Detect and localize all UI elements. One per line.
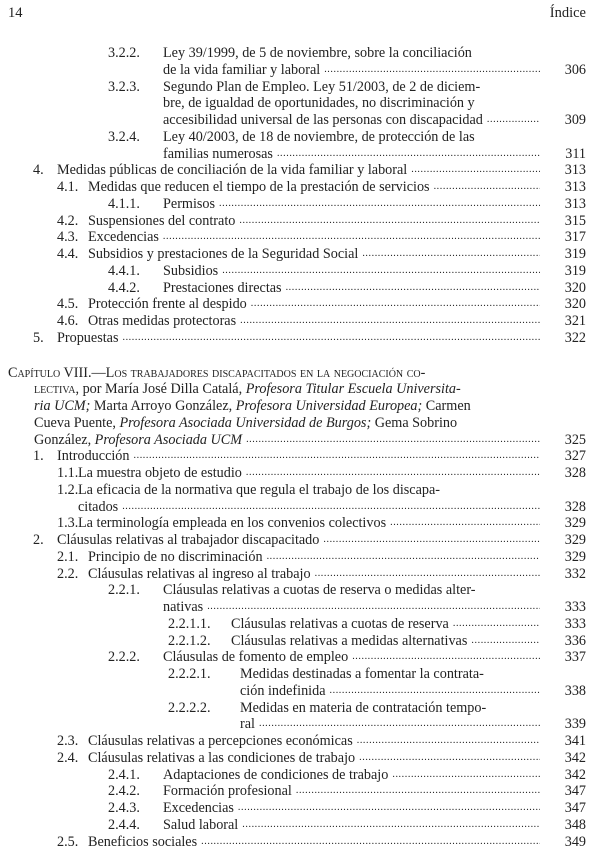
entry-text bbox=[163, 800, 540, 817]
toc-entry[interactable] bbox=[0, 767, 600, 784]
entry-text bbox=[88, 229, 540, 246]
toc-entry[interactable] bbox=[0, 566, 600, 583]
entry-title: bre, de igualdad de oportunidades, no discriminación y bbox=[163, 95, 475, 112]
toc-line bbox=[0, 146, 600, 163]
entry-title: Medidas destinadas a fomentar la contrata- bbox=[240, 666, 484, 683]
entry-number: 2.2.2.1. bbox=[168, 666, 211, 683]
title-segment: Cueva Puente, bbox=[34, 415, 120, 431]
entry-number: 4.3. bbox=[57, 229, 78, 246]
entry-text bbox=[78, 515, 540, 532]
entry-text bbox=[163, 263, 540, 280]
toc-line bbox=[0, 365, 600, 382]
toc-line bbox=[0, 616, 600, 633]
entry-page-number: 329 bbox=[565, 532, 586, 549]
toc-line bbox=[0, 834, 600, 850]
dot-leader bbox=[242, 817, 540, 834]
dot-leader bbox=[219, 196, 540, 213]
entry-page-number: 320 bbox=[565, 280, 586, 297]
entry-title: Subsidios y prestaciones de la Seguridad Social bbox=[88, 246, 358, 263]
running-title: Índice bbox=[550, 5, 586, 22]
dot-leader bbox=[238, 800, 540, 817]
section-gap bbox=[0, 347, 600, 365]
entry-title: Segundo Plan de Empleo. Ley 51/2003, de 2 de diciem- bbox=[163, 79, 480, 96]
toc-line bbox=[0, 330, 600, 347]
toc-line bbox=[0, 246, 600, 263]
title-segment: Profesora Asociada Universidad de Burgos; bbox=[120, 415, 372, 431]
entry-number: 4.1. bbox=[57, 179, 78, 196]
toc-line bbox=[0, 649, 600, 666]
entry-text bbox=[34, 398, 542, 415]
toc-line bbox=[0, 381, 600, 398]
entry-number: 1.1. bbox=[57, 465, 78, 482]
entry-text bbox=[88, 549, 540, 566]
toc-line bbox=[0, 783, 600, 800]
entry-title: Introducción bbox=[57, 448, 130, 465]
entry-title bbox=[34, 415, 457, 432]
title-segment: Marta Arroyo González, bbox=[90, 398, 235, 414]
dot-leader bbox=[134, 448, 541, 465]
title-segment: González, bbox=[34, 432, 95, 448]
toc-line bbox=[0, 549, 600, 566]
entry-title: nativas bbox=[163, 599, 203, 616]
toc-line bbox=[0, 229, 600, 246]
toc-entry[interactable] bbox=[0, 515, 600, 532]
title-segment: Profesora Titular Escuela Universita- bbox=[246, 381, 461, 397]
toc-entry[interactable] bbox=[0, 330, 600, 347]
entry-title: Permisos bbox=[163, 196, 215, 213]
entry-text bbox=[163, 79, 542, 96]
entry-text bbox=[34, 415, 542, 432]
title-segment: Profesora Asociada UCM bbox=[95, 432, 242, 448]
entry-title bbox=[34, 398, 471, 415]
entry-number: 4.5. bbox=[57, 296, 78, 313]
entry-title: Suspensiones del contrato bbox=[88, 213, 235, 230]
entry-page-number: 333 bbox=[565, 599, 586, 616]
title-segment: Carmen bbox=[422, 398, 470, 414]
toc-entry[interactable] bbox=[0, 196, 600, 213]
entry-text bbox=[78, 482, 542, 499]
entry-title: Cláusulas relativas a percepciones económicas bbox=[88, 733, 353, 750]
entry-title: Cláusulas relativas a las condiciones de trabajo bbox=[88, 750, 355, 767]
entry-title: ral bbox=[240, 716, 255, 733]
entry-text bbox=[88, 313, 540, 330]
title-segment: Profesora Universidad Europea; bbox=[236, 398, 423, 414]
entry-title: familias numerosas bbox=[163, 146, 273, 163]
toc-line bbox=[0, 733, 600, 750]
dot-leader bbox=[362, 246, 540, 263]
toc-line bbox=[0, 280, 600, 297]
page-number: 14 bbox=[8, 5, 23, 22]
entry-number: 5. bbox=[33, 330, 44, 347]
toc-line bbox=[0, 499, 600, 516]
entry-number: 2. bbox=[33, 532, 44, 549]
toc-line bbox=[0, 79, 600, 96]
dot-leader bbox=[201, 834, 540, 850]
dot-leader bbox=[352, 649, 540, 666]
entry-text bbox=[34, 381, 542, 398]
dot-leader bbox=[163, 229, 540, 246]
entry-number: 2.2. bbox=[57, 566, 78, 583]
toc-line bbox=[0, 800, 600, 817]
entry-text bbox=[163, 280, 540, 297]
entry-number: 4.1.1. bbox=[108, 196, 140, 213]
entry-number: 2.2.1.2. bbox=[168, 633, 211, 650]
entry-text bbox=[231, 633, 540, 650]
toc-entry[interactable] bbox=[0, 549, 600, 566]
entry-title: Propuestas bbox=[57, 330, 118, 347]
toc-entry[interactable] bbox=[0, 313, 600, 330]
entry-title: Medidas públicas de conciliación de la vida familiar y laboral bbox=[57, 162, 407, 179]
entry-page-number: 311 bbox=[565, 146, 586, 163]
dot-leader bbox=[207, 599, 540, 616]
entry-text bbox=[78, 465, 540, 482]
entry-text bbox=[78, 499, 540, 516]
entry-number: 3.2.3. bbox=[108, 79, 140, 96]
dot-leader bbox=[240, 313, 540, 330]
title-segment: , por María José Dilla Catalá, bbox=[75, 381, 245, 397]
title-segment: ria UCM; bbox=[34, 398, 90, 414]
toc-entry[interactable] bbox=[0, 162, 600, 179]
dot-leader bbox=[359, 750, 540, 767]
entry-page-number: 338 bbox=[565, 683, 586, 700]
entry-number: 2.4.2. bbox=[108, 783, 140, 800]
dot-leader bbox=[267, 549, 540, 566]
entry-title: Principio de no discriminación bbox=[88, 549, 263, 566]
entry-page-number: 347 bbox=[565, 783, 586, 800]
dot-leader bbox=[122, 330, 540, 347]
entry-text bbox=[88, 246, 540, 263]
entry-title: La terminología empleada en los convenios colectivos bbox=[78, 515, 386, 532]
toc-line bbox=[0, 62, 600, 79]
entry-number: 1.3. bbox=[57, 515, 78, 532]
toc-line bbox=[0, 716, 600, 733]
entry-text bbox=[163, 129, 542, 146]
dot-leader bbox=[324, 62, 540, 79]
entry-title: Ley 40/2003, de 18 de noviembre, de protección de las bbox=[163, 129, 475, 146]
entry-page-number: 313 bbox=[565, 196, 586, 213]
entry-number: 2.2.1. bbox=[108, 582, 140, 599]
entry-page-number: 349 bbox=[565, 834, 586, 850]
entry-page-number: 322 bbox=[565, 330, 586, 347]
toc-entry[interactable] bbox=[0, 229, 600, 246]
entry-text bbox=[88, 296, 540, 313]
entry-text bbox=[88, 834, 540, 850]
entry-title: Subsidios bbox=[163, 263, 218, 280]
toc-line bbox=[0, 179, 600, 196]
entry-number: 2.4.4. bbox=[108, 817, 140, 834]
toc-entry[interactable] bbox=[0, 263, 600, 280]
entry-number: 2.2.2. bbox=[108, 649, 140, 666]
entry-page-number: 332 bbox=[565, 566, 586, 583]
entry-page-number: 321 bbox=[565, 313, 586, 330]
toc-line bbox=[0, 599, 600, 616]
entry-text bbox=[240, 666, 542, 683]
dot-leader bbox=[330, 683, 541, 700]
entry-text bbox=[240, 683, 540, 700]
toc-line bbox=[0, 700, 600, 717]
toc-entry[interactable] bbox=[0, 834, 600, 850]
dot-leader bbox=[246, 432, 540, 449]
dot-leader bbox=[392, 767, 540, 784]
entry-title: La muestra objeto de estudio bbox=[78, 465, 242, 482]
dot-leader bbox=[259, 716, 540, 733]
entry-number: 2.2.2.2. bbox=[168, 700, 211, 717]
toc-line bbox=[0, 817, 600, 834]
entry-page-number: 309 bbox=[565, 112, 586, 129]
entry-text bbox=[88, 179, 540, 196]
entry-page-number: 320 bbox=[565, 296, 586, 313]
entry-text bbox=[163, 649, 540, 666]
toc-line bbox=[0, 532, 600, 549]
entry-text bbox=[163, 582, 542, 599]
toc-entry[interactable] bbox=[0, 296, 600, 313]
entry-page-number: 313 bbox=[565, 179, 586, 196]
entry-page-number: 342 bbox=[565, 767, 586, 784]
toc-line bbox=[0, 666, 600, 683]
dot-leader bbox=[315, 566, 540, 583]
toc-entry[interactable] bbox=[0, 733, 600, 750]
entry-number: 4. bbox=[33, 162, 44, 179]
entry-text bbox=[163, 62, 540, 79]
dot-leader bbox=[453, 616, 540, 633]
entry-text bbox=[57, 162, 540, 179]
dot-leader bbox=[277, 146, 540, 163]
entry-page-number: 329 bbox=[565, 515, 586, 532]
toc-line bbox=[0, 465, 600, 482]
title-segment: Gema Sobrino bbox=[371, 415, 457, 431]
entry-page-number: 313 bbox=[565, 162, 586, 179]
entry-text bbox=[163, 767, 540, 784]
entry-title: citados bbox=[78, 499, 118, 516]
entry-page-number: 319 bbox=[565, 263, 586, 280]
entry-number: 1. bbox=[33, 448, 44, 465]
toc-entry[interactable] bbox=[0, 666, 600, 700]
toc-entry[interactable] bbox=[0, 79, 600, 129]
dot-leader bbox=[323, 532, 540, 549]
entry-title: Beneficios sociales bbox=[88, 834, 197, 850]
entry-text bbox=[163, 817, 540, 834]
toc-line bbox=[0, 213, 600, 230]
entry-number: 2.4.1. bbox=[108, 767, 140, 784]
entry-number: 3.2.2. bbox=[108, 45, 140, 62]
table-of-contents bbox=[0, 45, 600, 850]
entry-title: Protección frente al despido bbox=[88, 296, 247, 313]
entry-text bbox=[163, 112, 540, 129]
toc-entry[interactable] bbox=[0, 817, 600, 834]
entry-number: 1.2. bbox=[57, 482, 78, 499]
dot-leader bbox=[390, 515, 540, 532]
entry-text bbox=[163, 45, 542, 62]
entry-text bbox=[57, 448, 540, 465]
toc-entry[interactable] bbox=[0, 649, 600, 666]
toc-entry[interactable] bbox=[0, 129, 600, 163]
chapter-entry[interactable] bbox=[0, 365, 600, 449]
entry-title: Medidas en materia de contratación tempo- bbox=[240, 700, 486, 717]
entry-text bbox=[163, 783, 540, 800]
entry-title: Cláusulas de fomento de empleo bbox=[163, 649, 348, 666]
entry-page-number: 348 bbox=[565, 817, 586, 834]
toc-entry[interactable] bbox=[0, 800, 600, 817]
toc-line bbox=[0, 95, 600, 112]
entry-number: 4.4. bbox=[57, 246, 78, 263]
toc-entry[interactable] bbox=[0, 482, 600, 516]
toc-line bbox=[0, 432, 600, 449]
title-segment: lectiva bbox=[34, 381, 75, 397]
toc-line bbox=[0, 415, 600, 432]
entry-page-number: 341 bbox=[565, 733, 586, 750]
toc-entry[interactable] bbox=[0, 246, 600, 263]
toc-line bbox=[0, 482, 600, 499]
dot-leader bbox=[471, 633, 540, 650]
dot-leader bbox=[122, 499, 540, 516]
toc-entry[interactable] bbox=[0, 750, 600, 767]
entry-page-number: 347 bbox=[565, 800, 586, 817]
toc-entry[interactable] bbox=[0, 616, 600, 633]
dot-leader bbox=[357, 733, 540, 750]
title-segment: Capítulo VIII.—Los trabajadores discapacitados en la negociación co- bbox=[8, 365, 425, 381]
entry-text bbox=[57, 330, 540, 347]
entry-number: 2.1. bbox=[57, 549, 78, 566]
entry-number: 2.2.1.1. bbox=[168, 616, 211, 633]
entry-title: Ley 39/1999, de 5 de noviembre, sobre la conciliación bbox=[163, 45, 472, 62]
toc-line bbox=[0, 515, 600, 532]
entry-page-number: 337 bbox=[565, 649, 586, 666]
entry-title: Salud laboral bbox=[163, 817, 238, 834]
entry-text bbox=[88, 566, 540, 583]
entry-title bbox=[8, 365, 425, 382]
entry-text bbox=[88, 733, 540, 750]
toc-line bbox=[0, 750, 600, 767]
toc-line bbox=[0, 129, 600, 146]
entry-title: Medidas que reducen el tiempo de la prestación de servicios bbox=[88, 179, 430, 196]
entry-text bbox=[240, 716, 540, 733]
entry-page-number: 306 bbox=[565, 62, 586, 79]
entry-title: Cláusulas relativas a cuotas de reserva bbox=[231, 616, 449, 633]
toc-entry[interactable] bbox=[0, 179, 600, 196]
entry-number: 2.4.3. bbox=[108, 800, 140, 817]
toc-line bbox=[0, 263, 600, 280]
dot-leader bbox=[286, 280, 540, 297]
toc-line bbox=[0, 313, 600, 330]
entry-title: ción indefinida bbox=[240, 683, 326, 700]
toc-line bbox=[0, 633, 600, 650]
entry-text bbox=[231, 616, 540, 633]
entry-title bbox=[34, 381, 461, 398]
entry-page-number: 325 bbox=[565, 432, 586, 449]
entry-page-number: 329 bbox=[565, 549, 586, 566]
entry-title: de la vida familiar y laboral bbox=[163, 62, 320, 79]
dot-leader bbox=[246, 465, 540, 482]
entry-title: Otras medidas protectoras bbox=[88, 313, 236, 330]
entry-page-number: 328 bbox=[565, 499, 586, 516]
entry-page-number: 333 bbox=[565, 616, 586, 633]
entry-text bbox=[8, 365, 542, 382]
entry-page-number: 327 bbox=[565, 448, 586, 465]
entry-text bbox=[57, 532, 540, 549]
toc-line bbox=[0, 162, 600, 179]
dot-leader bbox=[222, 263, 540, 280]
toc-entry[interactable] bbox=[0, 700, 600, 734]
entry-title bbox=[34, 432, 242, 449]
entry-title: La eficacia de la normativa que regula el trabajo de los discapa- bbox=[78, 482, 440, 499]
toc-line bbox=[0, 112, 600, 129]
entry-text bbox=[34, 432, 540, 449]
dot-leader bbox=[487, 112, 540, 129]
entry-title: Prestaciones directas bbox=[163, 280, 282, 297]
entry-title: Cláusulas relativas a cuotas de reserva o medidas alter- bbox=[163, 582, 476, 599]
toc-line bbox=[0, 196, 600, 213]
entry-title: Adaptaciones de condiciones de trabajo bbox=[163, 767, 388, 784]
toc-line bbox=[0, 683, 600, 700]
toc-line bbox=[0, 296, 600, 313]
entry-title: Cláusulas relativas a medidas alternativas bbox=[231, 633, 467, 650]
entry-text bbox=[163, 196, 540, 213]
entry-title: accesibilidad universal de las personas con discapacidad bbox=[163, 112, 483, 129]
entry-number: 4.6. bbox=[57, 313, 78, 330]
entry-number: 4.4.2. bbox=[108, 280, 140, 297]
toc-entry[interactable] bbox=[0, 465, 600, 482]
entry-page-number: 319 bbox=[565, 246, 586, 263]
entry-number: 2.5. bbox=[57, 834, 78, 850]
entry-page-number: 315 bbox=[565, 213, 586, 230]
entry-number: 3.2.4. bbox=[108, 129, 140, 146]
entry-text bbox=[163, 146, 540, 163]
toc-entry[interactable] bbox=[0, 448, 600, 465]
entry-number: 2.3. bbox=[57, 733, 78, 750]
entry-number: 2.4. bbox=[57, 750, 78, 767]
entry-title: Excedencias bbox=[163, 800, 234, 817]
entry-page-number: 339 bbox=[565, 716, 586, 733]
entry-page-number: 317 bbox=[565, 229, 586, 246]
entry-text bbox=[163, 95, 542, 112]
toc-entry[interactable] bbox=[0, 213, 600, 230]
toc-entry[interactable] bbox=[0, 783, 600, 800]
entry-page-number: 342 bbox=[565, 750, 586, 767]
dot-leader bbox=[411, 162, 540, 179]
entry-title: Cláusulas relativas al trabajador discapacitado bbox=[57, 532, 319, 549]
toc-line bbox=[0, 448, 600, 465]
entry-text bbox=[88, 750, 540, 767]
entry-page-number: 336 bbox=[565, 633, 586, 650]
toc-entry[interactable] bbox=[0, 45, 600, 79]
toc-line bbox=[0, 767, 600, 784]
toc-line bbox=[0, 566, 600, 583]
dot-leader bbox=[434, 179, 540, 196]
entry-text bbox=[88, 213, 540, 230]
toc-line bbox=[0, 45, 600, 62]
toc-entry[interactable] bbox=[0, 633, 600, 650]
toc-line bbox=[0, 582, 600, 599]
entry-text bbox=[163, 599, 540, 616]
toc-line bbox=[0, 398, 600, 415]
entry-number: 4.2. bbox=[57, 213, 78, 230]
entry-number: 4.4.1. bbox=[108, 263, 140, 280]
entry-title: Formación profesional bbox=[163, 783, 292, 800]
entry-title: Excedencias bbox=[88, 229, 159, 246]
entry-text bbox=[240, 700, 542, 717]
toc-entry[interactable] bbox=[0, 582, 600, 616]
toc-entry[interactable] bbox=[0, 532, 600, 549]
toc-entry[interactable] bbox=[0, 280, 600, 297]
dot-leader bbox=[239, 213, 540, 230]
entry-page-number: 328 bbox=[565, 465, 586, 482]
dot-leader bbox=[251, 296, 540, 313]
dot-leader bbox=[296, 783, 540, 800]
entry-title: Cláusulas relativas al ingreso al trabajo bbox=[88, 566, 311, 583]
